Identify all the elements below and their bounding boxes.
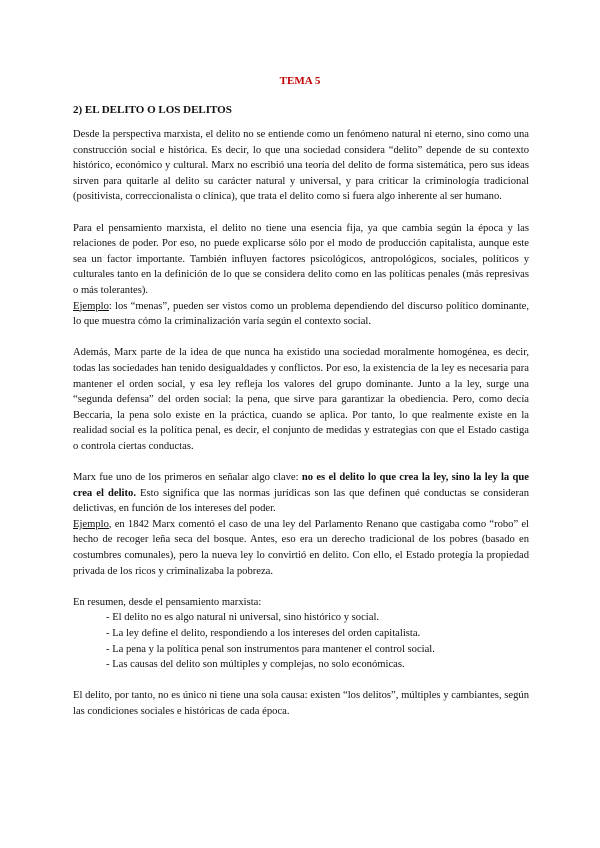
paragraph-conclusion: El delito, por tanto, no es único ni tiene una sola causa: existen “los delitos”, múltiples y cambiantes, según las condiciones sociales e históricas de cada época. — [73, 690, 529, 717]
paragraph-example-rhine — [73, 517, 529, 579]
summary-list — [73, 610, 529, 672]
example-label: Ejemplo — [73, 300, 109, 312]
list-item: - La ley define el delito, respondiendo a los intereses del orden capitalista. — [73, 626, 529, 642]
page-title: TEMA 5 — [279, 75, 321, 87]
paragraph-law-creates-crime — [73, 470, 529, 517]
paragraph-perspective: Desde la perspectiva marxista, el delito no se entiende como un fenómeno natural ni eterno, sino como una construcción social e histórica. Es decir, lo que una sociedad considera “delito” depende de su contexto histórico, económico y cultural. Marx no escribió una teoría del delito de forma sistemática, pero sus ideas sirven para quitarle al delito su carácter natural y universal, y para criticar la criminología tradicional (positivista, correccionalista o clínica), que trata el delito como si fuera algo inherente al ser humano. — [73, 129, 529, 203]
example-label: Ejemplo — [73, 518, 109, 530]
example-text: : los “menas”, pueden ser vistos como un problema dependiendo del discurso político dominante, lo que muestra cómo la criminalización varía según el contexto social. — [73, 300, 529, 328]
paragraph-example-menas — [73, 299, 529, 330]
document-body — [73, 127, 529, 735]
list-item: - Las causas del delito son múltiples y complejas, no solo económicas. — [73, 657, 529, 673]
law-intro-text: Marx fue uno de los primeros en señalar algo clave: — [73, 472, 302, 484]
list-item: - El delito no es algo natural ni universal, sino histórico y social. — [73, 610, 529, 626]
list-item: - La pena y la política penal son instrumentos para mantener el control social. — [73, 642, 529, 658]
section-heading: 2) EL DELITO O LOS DELITOS — [73, 104, 232, 116]
key-statement: no es el delito lo que crea la ley, sino la ley la que crea el delito. — [73, 472, 529, 499]
paragraph-law-and-penalty: Además, Marx parte de la idea de que nunca ha existido una sociedad moralmente homogénea, es decir, todas las sociedades han tenido desigualdades y conflictos. Por eso, la existencia de la ley es necesaria para mantener el orden social, y esa ley refleja los valores del grupo dominante. Junto a la ley, surge una “segunda defensa” del orden social: la pena, que sirve para garantizar la obediencia. Pero, como decía Beccaria, la pena solo existe en la práctica, cuando se aplica. Por tanto, lo que realmente existe en la realidad social es la política penal, es decir, el conjunto de medidas y estrategias con que el Estado castiga o controla ciertas conductas. — [73, 347, 529, 452]
paragraph-no-fixed-essence: Para el pensamiento marxista, el delito no tiene una esencia fija, ya que cambia según la época y las relaciones de poder. Por eso, no puede explicarse sólo por el modo de producción capitalista, aunque este sea un factor importante. También influyen factores psicológicos, antropológicos, sociales, políticos y culturales tanto en la definición de lo que se considera delito como en las políticas penales (más represivas o más tolerantes). — [73, 222, 529, 296]
summary-intro: En resumen, desde el pensamiento marxista: — [73, 596, 262, 608]
example-text: , en 1842 Marx comentó el caso de una ley del Parlamento Renano que castigaba como “robo” el hecho de recoger leña seca del bosque. Antes, eso era un derecho tradicional de los pobres (basado en costumbres comunales), pero la nueva ley lo convirtió en delito. Con ello, el Estado protegía la propiedad privada de los ricos y criminalizaba la pobreza. — [73, 518, 529, 577]
law-rest-text: Esto significa que las normas jurídicas son las que definen qué conductas se consideran delictivas, en función de los intereses del poder. — [73, 487, 529, 515]
